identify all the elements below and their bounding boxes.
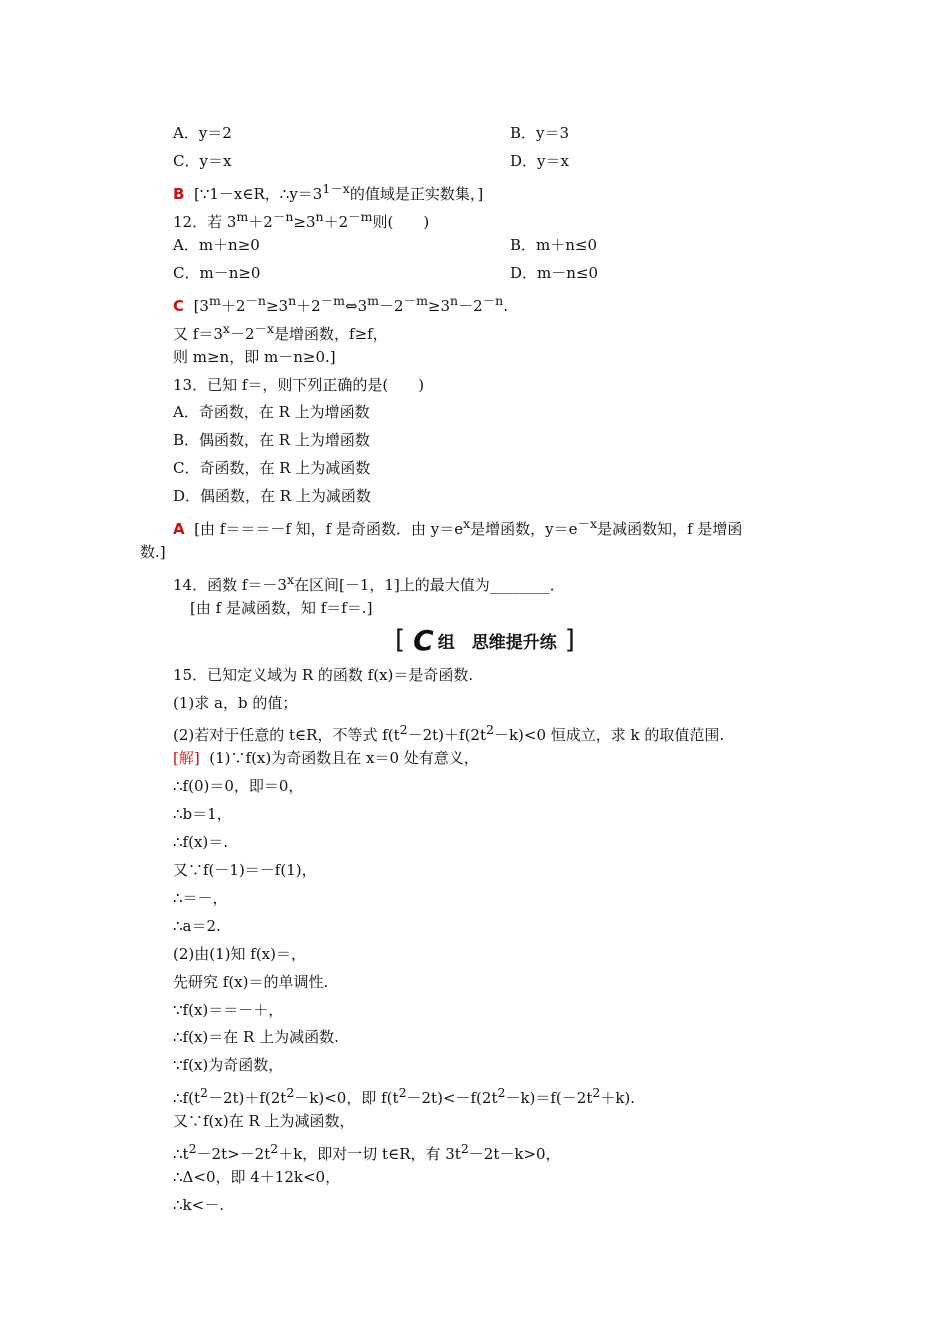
text: －2t>－2t bbox=[196, 1145, 271, 1163]
option-d-13: D．偶函数，在 R 上为减函数 bbox=[173, 487, 371, 505]
sup: m bbox=[208, 293, 221, 308]
text: ≥3 bbox=[293, 213, 316, 231]
text: 是增函数，f≥f， bbox=[274, 325, 388, 343]
option-b-12: B．m＋n≤0 bbox=[510, 236, 598, 254]
text: (1)∵f(x)为奇函数且在 x＝0 处有意义， bbox=[209, 749, 479, 767]
sup: 2 bbox=[486, 722, 494, 737]
answer-14: [由 f 是减函数，知 f＝f＝.] bbox=[190, 599, 373, 617]
solution-line-17: ∴k<－. bbox=[173, 1196, 224, 1214]
text: －2t)<－f(2t bbox=[406, 1089, 498, 1107]
question-15-part1: (1)求 a，b 的值； bbox=[173, 694, 298, 712]
text: －k)<0，即 f(t bbox=[294, 1089, 399, 1107]
option-d-12: D．m－n≤0 bbox=[510, 264, 599, 282]
sup: 2 bbox=[199, 1085, 208, 1100]
text: 12．若 3 bbox=[173, 213, 237, 231]
question-15: 15．已知定义域为 R 的函数 f(x)＝是奇函数. bbox=[173, 666, 474, 684]
sup: －n bbox=[482, 293, 504, 308]
solution-line-6: ∴＝－， bbox=[173, 889, 228, 907]
sup: 2 bbox=[398, 1085, 407, 1100]
solution-line-10: ∵f(x)＝＝－＋， bbox=[173, 1001, 284, 1019]
banner-bracket-right: ] bbox=[564, 625, 575, 655]
option-a-13: A．奇函数，在 R 上为增函数 bbox=[173, 403, 370, 421]
sup: －m bbox=[320, 293, 346, 308]
text: ＋2 bbox=[296, 297, 321, 315]
sup: －x bbox=[577, 516, 598, 531]
text: ＋k，即对一切 t∈R，有 3t bbox=[278, 1145, 461, 1163]
text: －2t)＋f(2t bbox=[207, 1089, 287, 1107]
answer-letter: A bbox=[173, 520, 185, 538]
sup: x bbox=[222, 321, 230, 336]
text: . bbox=[503, 297, 508, 315]
text: －k)＝f(－2t bbox=[505, 1089, 593, 1107]
answer-13 bbox=[173, 514, 742, 539]
sup: －m bbox=[348, 209, 373, 224]
group-c-letter: C bbox=[413, 623, 434, 657]
section-c-banner bbox=[395, 623, 575, 657]
text: 是减函数知，f 是增函 bbox=[597, 520, 743, 538]
solution-line-12: ∵f(x)为奇函数， bbox=[173, 1056, 284, 1074]
text: －2t－k>0， bbox=[468, 1145, 561, 1163]
question-12 bbox=[173, 207, 429, 232]
option-d-11: D．y＝x bbox=[510, 152, 569, 170]
text: [∵1－x∈R，∴y＝3 bbox=[193, 185, 323, 203]
sup: x bbox=[463, 516, 471, 531]
sup: 2 bbox=[286, 1085, 295, 1100]
sup: 2 bbox=[460, 1141, 469, 1156]
text: －2t)＋f(2t bbox=[407, 726, 487, 744]
text: －2 bbox=[379, 297, 404, 315]
solution-line-8: (2)由(1)知 f(x)＝， bbox=[173, 945, 306, 963]
solution-line-11: ∴f(x)＝在 R 上为减函数. bbox=[173, 1028, 339, 1046]
solution-line-4: ∴f(x)＝. bbox=[173, 833, 229, 851]
sup: n bbox=[288, 293, 297, 308]
text: ＋2 bbox=[220, 297, 246, 315]
option-a-11: A．y＝2 bbox=[173, 124, 232, 142]
solution-label: [解] bbox=[173, 749, 200, 767]
sup: m bbox=[236, 209, 249, 224]
text: [由 f＝＝＝－f 知，f 是奇函数．由 y＝e bbox=[194, 520, 464, 538]
text: ＋k). bbox=[600, 1089, 636, 1107]
sup: 1－x bbox=[322, 181, 350, 196]
explanation-12-line3: 则 m≥n，即 m－n≥0.] bbox=[173, 348, 336, 366]
text: [3 bbox=[193, 297, 209, 315]
solution-line-1 bbox=[173, 748, 479, 768]
sup: －x bbox=[254, 321, 275, 336]
text: 是增函数，y＝e bbox=[470, 520, 578, 538]
text: 则( ) bbox=[372, 213, 430, 231]
text: 在区间[－1，1]上的最大值为________． bbox=[294, 576, 565, 594]
text: ≥3 bbox=[427, 297, 451, 315]
text: ＋2 bbox=[248, 213, 273, 231]
sup: m bbox=[367, 293, 380, 308]
text: －2 bbox=[229, 325, 255, 343]
solution-line-2: ∴f(0)＝0，即＝0， bbox=[173, 777, 304, 795]
sup: n bbox=[450, 293, 459, 308]
answer-letter: C bbox=[173, 297, 185, 315]
solution-line-15 bbox=[173, 1139, 561, 1164]
sup: n bbox=[315, 209, 324, 224]
text: ⇔3 bbox=[345, 297, 368, 315]
text: ≥3 bbox=[265, 297, 289, 315]
solution-line-13 bbox=[173, 1083, 635, 1108]
sup: 2 bbox=[188, 1141, 197, 1156]
sup: －n bbox=[245, 293, 266, 308]
sup: －m bbox=[403, 293, 428, 308]
banner-bracket-left: [ bbox=[395, 625, 406, 655]
solution-line-14: 又∵f(x)在 R 上为减函数， bbox=[173, 1112, 355, 1130]
text: 的值域是正实数集，] bbox=[349, 185, 484, 203]
answer-13-cont: 数.] bbox=[140, 543, 166, 561]
text: ＋2 bbox=[323, 213, 349, 231]
solution-line-9: 先研究 f(x)＝的单调性. bbox=[173, 973, 329, 991]
question-13: 13．已知 f＝，则下列正确的是( ) bbox=[173, 376, 425, 394]
text: －2 bbox=[458, 297, 483, 315]
text: ∴t bbox=[173, 1145, 189, 1163]
option-b-11: B．y＝3 bbox=[510, 124, 570, 142]
answer-letter: B bbox=[173, 185, 185, 203]
banner-title: 组 思维提升练 bbox=[437, 632, 557, 653]
text: (2)若对于任意的 t∈R，不等式 f(t bbox=[173, 726, 400, 744]
text: 又 f＝3 bbox=[173, 325, 223, 343]
solution-line-3: ∴b＝1， bbox=[173, 805, 232, 823]
sup: －n bbox=[272, 209, 294, 224]
option-b-13: B．偶函数，在 R 上为增函数 bbox=[173, 431, 370, 449]
text: ∴f(t bbox=[173, 1089, 200, 1107]
sup: 2 bbox=[497, 1085, 506, 1100]
answer-11 bbox=[173, 179, 483, 204]
sup: 2 bbox=[270, 1141, 279, 1156]
solution-line-5: 又∵f(－1)＝－f(1)， bbox=[173, 861, 317, 879]
option-c-13: C．奇函数，在 R 上为减函数 bbox=[173, 459, 371, 477]
solution-line-7: ∴a＝2. bbox=[173, 917, 221, 935]
option-a-12: A．m＋n≥0 bbox=[173, 236, 260, 254]
answer-12 bbox=[173, 291, 508, 316]
text: －k)<0 恒成立，求 k 的取值范围. bbox=[493, 726, 725, 744]
sup: 2 bbox=[592, 1085, 601, 1100]
question-14 bbox=[173, 570, 565, 595]
question-15-part2 bbox=[173, 720, 724, 745]
option-c-11: C．y＝x bbox=[173, 152, 232, 170]
explanation-12-line2 bbox=[173, 319, 388, 344]
sup: 2 bbox=[399, 722, 408, 737]
option-c-12: C．m－n≥0 bbox=[173, 264, 261, 282]
solution-line-16: ∴Δ<0，即 4＋12k<0， bbox=[173, 1168, 341, 1186]
text: 14．函数 f＝－3 bbox=[173, 576, 287, 594]
sup: x bbox=[286, 572, 295, 587]
